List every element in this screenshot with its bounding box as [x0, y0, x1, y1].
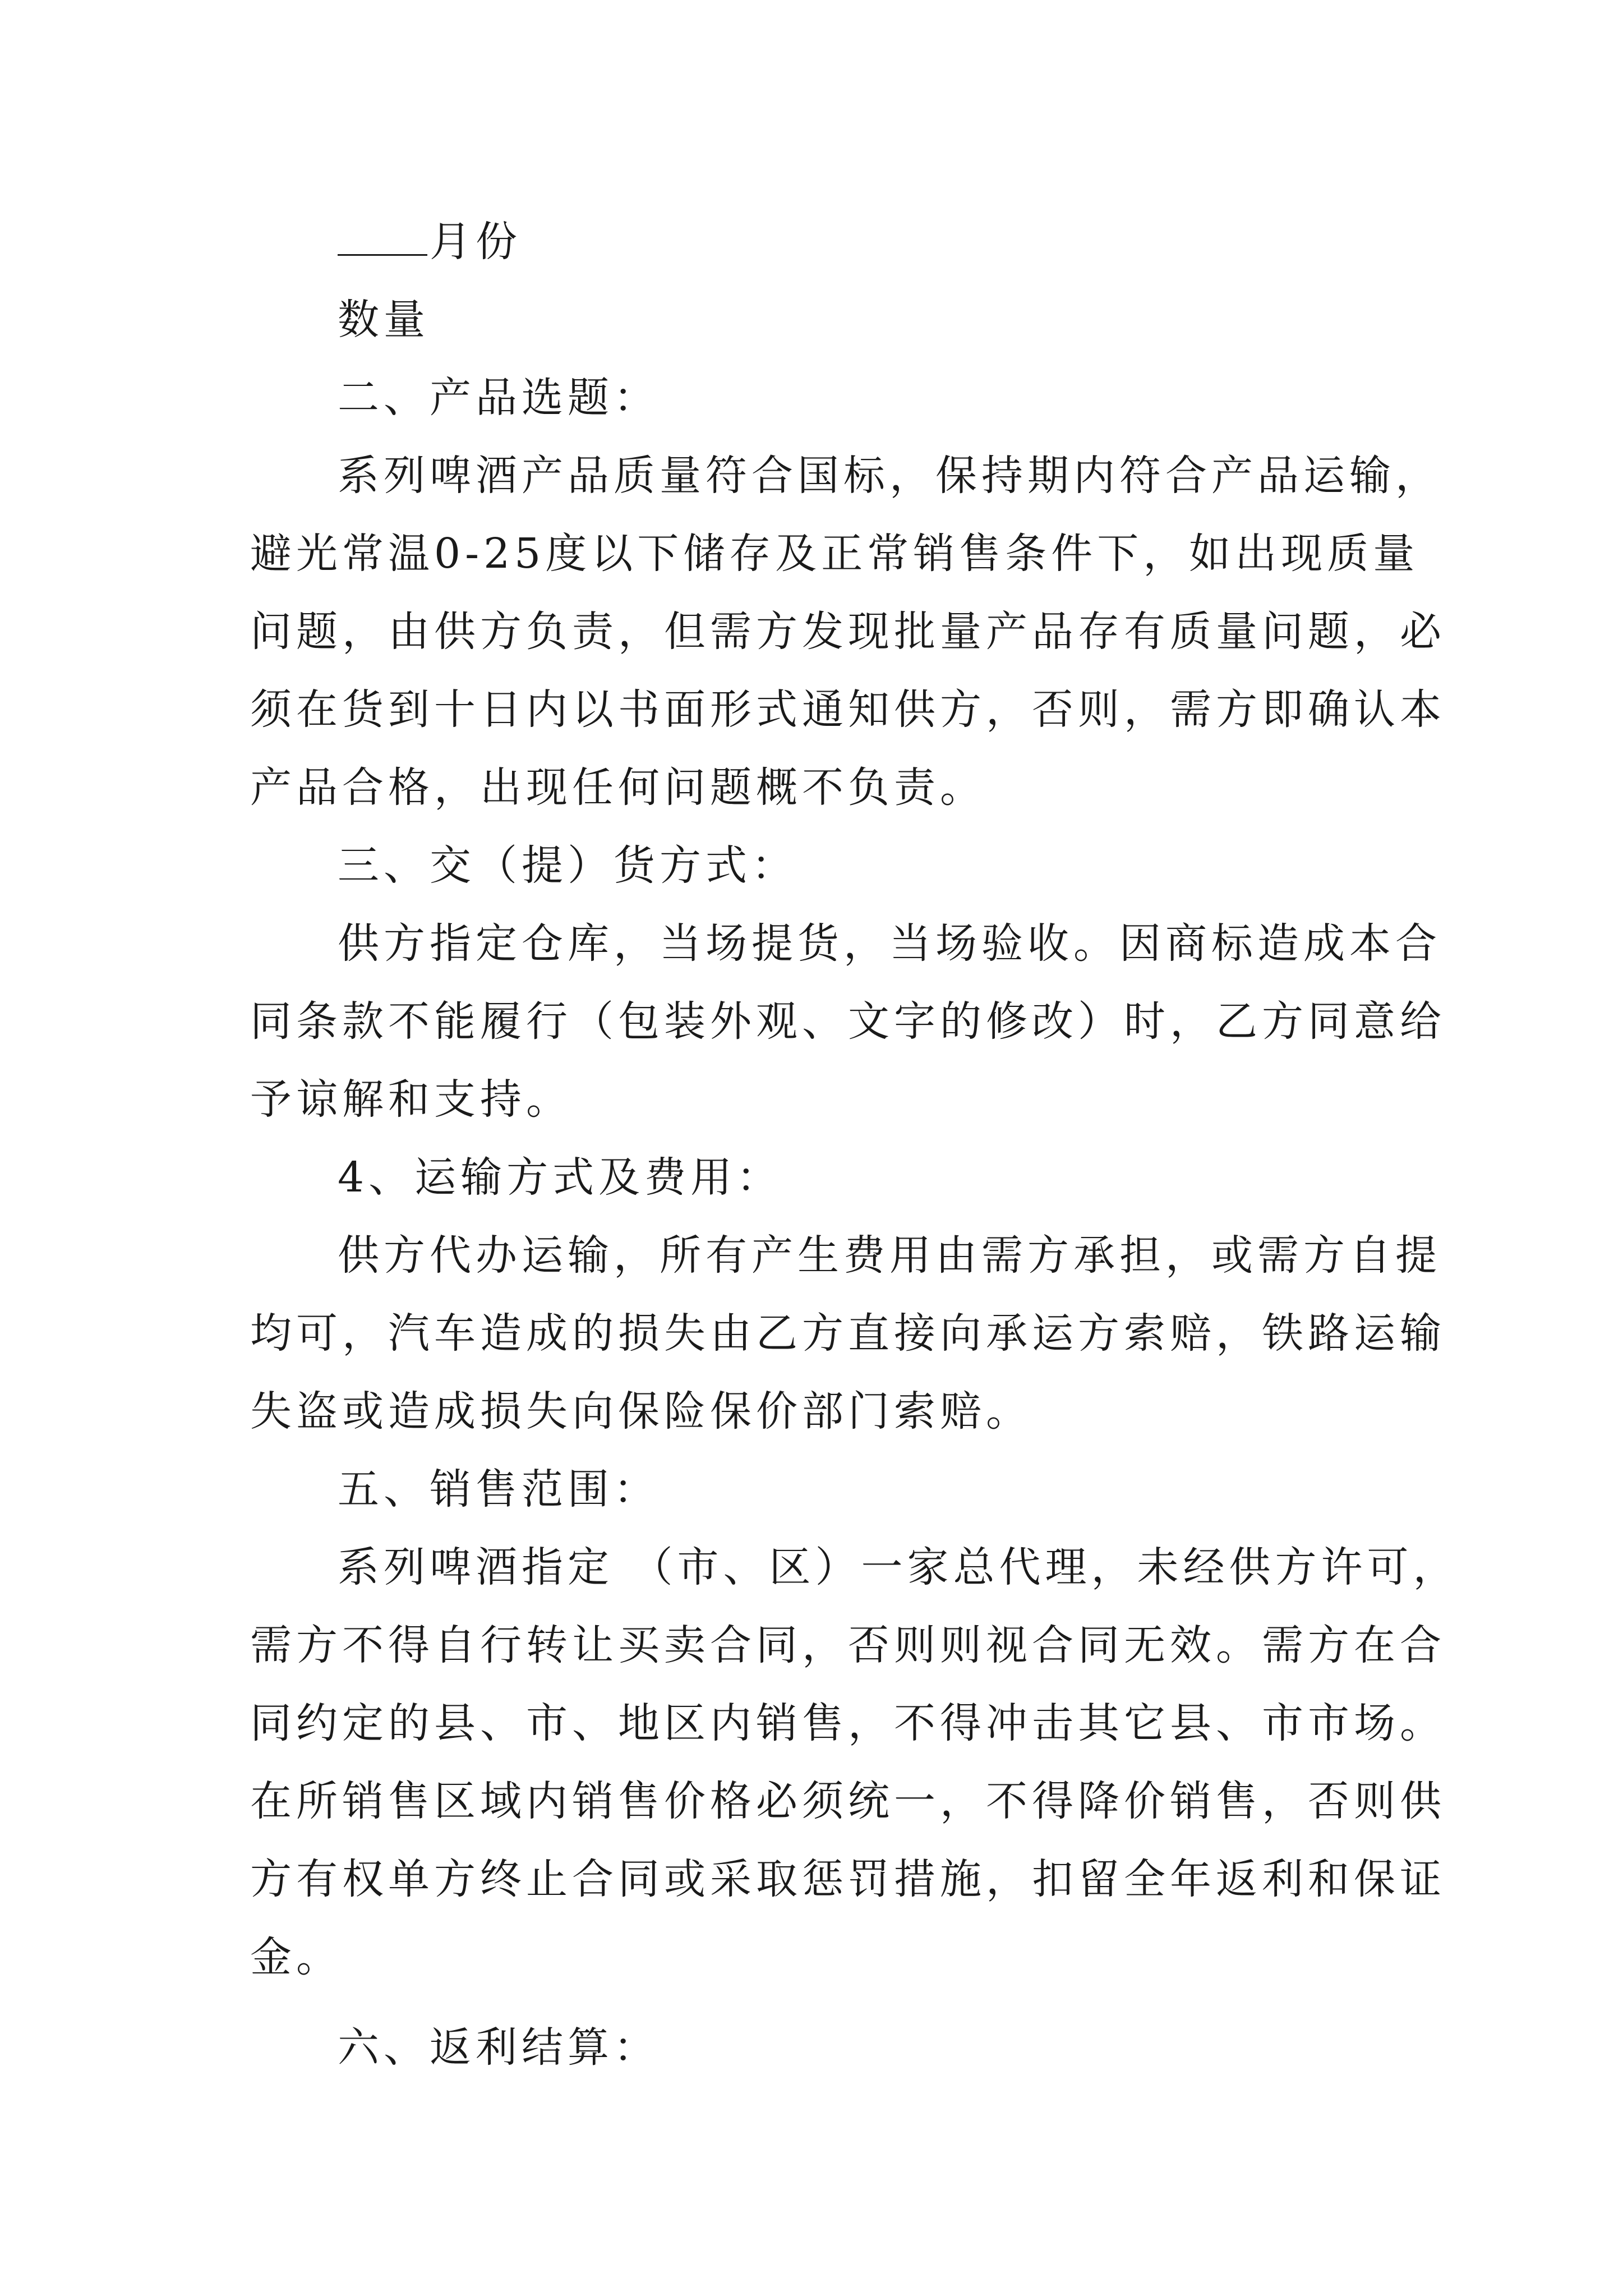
section4-line: 失盗或造成损失向保险保价部门索赔。	[250, 1387, 1032, 1435]
section2-line: 问题，由供方负责，但需方发现批量产品存有质量问题，必	[250, 608, 1446, 656]
section6-heading: 六、返利结算：	[338, 2023, 660, 2072]
section5-line: 系列啤酒指定 （市、区）一家总代理，未经供方许可，	[338, 1543, 1459, 1591]
month-line	[250, 203, 1389, 281]
quantity-line: 数量	[338, 296, 430, 344]
section5-line: 需方不得自行转让买卖合同，否则则视合同无效。需方在合	[250, 1621, 1446, 1669]
section3-heading: 三、交（提）货方式：	[338, 841, 797, 890]
section5-line: 金。	[250, 1933, 342, 1981]
section4-heading: 4、运输方式及费用：	[338, 1153, 783, 1202]
section3-line: 同条款不能履行（包装外观、文字的修改）时，乙方同意给	[250, 997, 1446, 1046]
section5-heading: 五、销售范围：	[338, 1465, 660, 1513]
section4-line: 均可，汽车造成的损失由乙方直接向承运方索赔，铁路运输	[250, 1309, 1446, 1358]
section2-heading: 二、产品选题：	[338, 374, 660, 422]
section2-line: 须在货到十日内以书面形式通知供方，否则，需方即确认本	[250, 685, 1446, 734]
section5-line: 方有权单方终止合同或采取惩罚措施，扣留全年返利和保证	[250, 1855, 1446, 1903]
month-blank	[338, 209, 427, 256]
section4-line: 供方代办运输，所有产生费用由需方承担，或需方自提	[338, 1231, 1441, 1280]
month-suffix: 月份	[430, 218, 522, 266]
section2-line: 系列啤酒产品质量符合国标，保持期内符合产品运输，	[338, 452, 1441, 500]
section3-line: 供方指定仓库，当场提货，当场验收。因商标造成本合	[338, 919, 1441, 968]
section2-line: 产品合格，出现任何问题概不负责。	[250, 763, 986, 812]
section3-line: 予谅解和支持。	[250, 1075, 572, 1124]
section5-line: 在所销售区域内销售价格必须统一，不得降价销售，否则供	[250, 1777, 1446, 1825]
section5-line: 同约定的县、市、地区内销售，不得冲击其它县、市市场。	[250, 1699, 1446, 1747]
document-body	[250, 203, 1459, 2087]
section2-line: 避光常温0-25度以下储存及正常销售条件下，如出现质量	[250, 530, 1419, 578]
